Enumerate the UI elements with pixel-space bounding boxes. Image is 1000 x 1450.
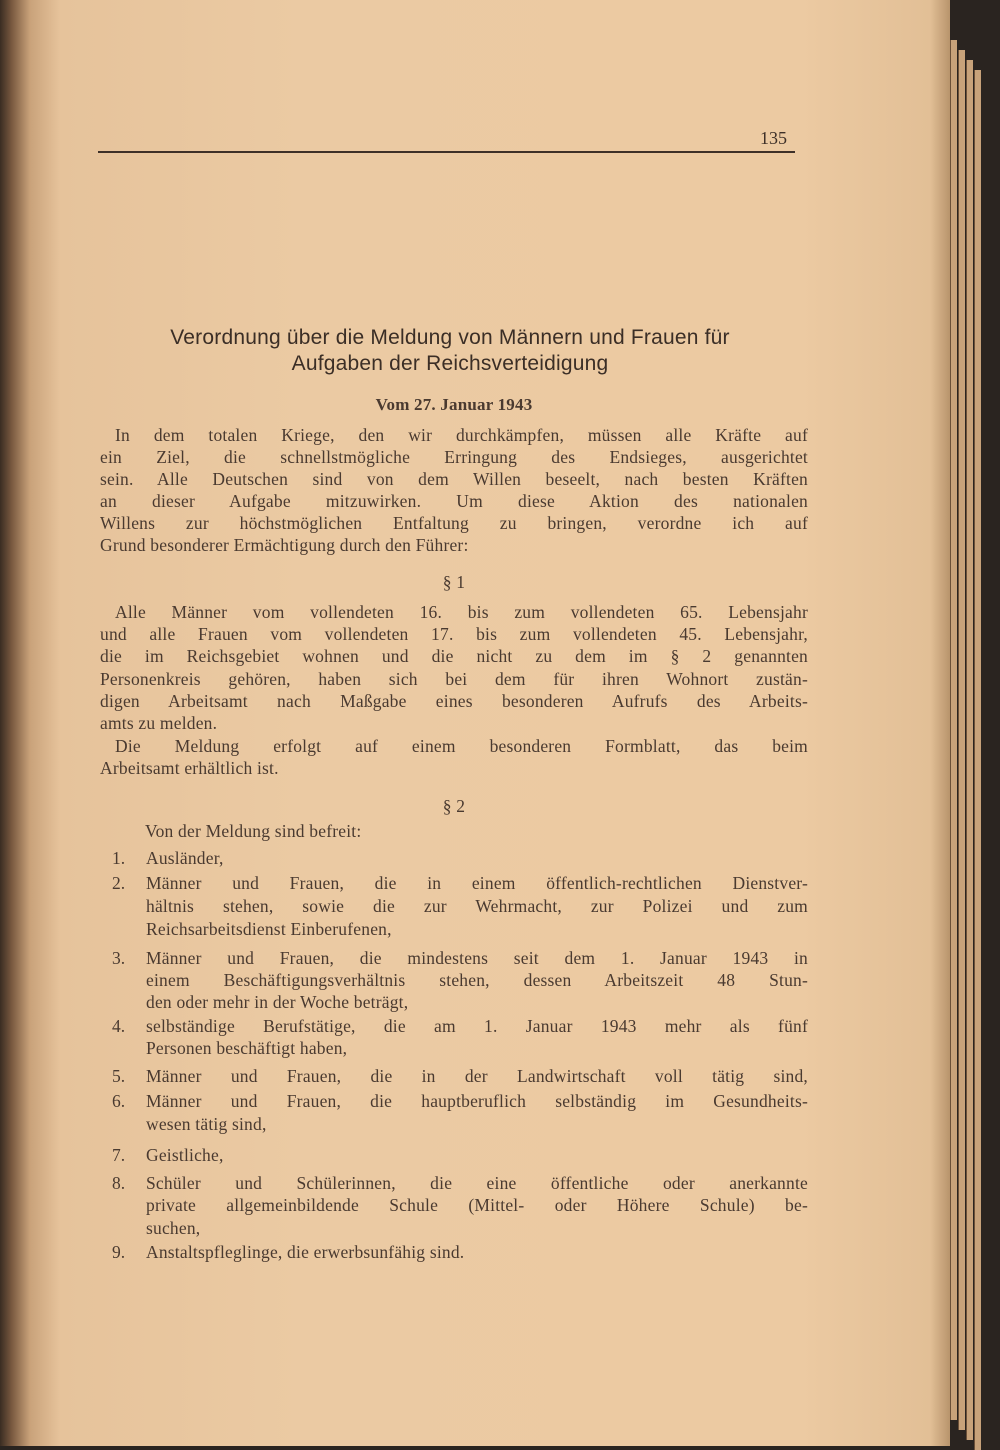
header-rule <box>98 151 795 153</box>
item-line: Geistliche, <box>146 1145 224 1165</box>
preamble-line: Willens zur höchstmöglichen Entfaltung zu bringen, verordne ich auf <box>100 513 808 533</box>
section-2-heading: § 2 <box>442 796 466 816</box>
item-line: wesen tätig sind, <box>146 1114 267 1134</box>
item-line: Anstaltspfleglinge, die erwerbsunfähig sind. <box>146 1242 465 1262</box>
preamble-line: an dieser Aufgabe mitzuwirken. Um diese Aktion des nationalen <box>100 491 808 511</box>
item-line: Reichsarbeitsdienst Einberufenen, <box>146 919 392 939</box>
s1-line: die im Reichsgebiet wohnen und die nicht zu dem im § 2 genannten <box>100 646 808 666</box>
s1-line: amts zu melden. <box>100 713 218 733</box>
item-number: 9. <box>112 1242 126 1262</box>
page-edge-stack <box>974 70 981 1450</box>
item-number: 7. <box>112 1145 126 1165</box>
item-line: Ausländer, <box>146 848 224 868</box>
item-number: 6. <box>112 1091 126 1111</box>
s1-line: Arbeitsamt erhältlich ist. <box>100 758 279 778</box>
item-line: Männer und Frauen, die in der Landwirtschaft voll tätig sind, <box>146 1066 808 1086</box>
item-number: 4. <box>112 1016 126 1036</box>
item-line: Männer und Frauen, die mindestens seit dem 1. Januar 1943 in <box>146 948 808 968</box>
item-line: hältnis stehen, sowie die zur Wehrmacht, zur Polizei und zum <box>146 896 808 916</box>
item-line: Personen beschäftigt haben, <box>146 1038 348 1058</box>
s1-line: Die Meldung erfolgt auf einem besonderen Formblatt, das beim <box>115 736 808 756</box>
s1-line: Personenkreis gehören, haben sich bei dem für ihren Wohnort zustän- <box>100 669 808 689</box>
item-line: den oder mehr in der Woche beträgt, <box>146 992 409 1012</box>
page-number: 135 <box>760 128 787 148</box>
section-1-heading: § 1 <box>442 572 466 592</box>
s1-line: Alle Männer vom vollendeten 16. bis zum vollendeten 65. Lebensjahr <box>115 602 808 622</box>
item-number: 5. <box>112 1066 126 1086</box>
s1-line: digen Arbeitsamt nach Maßgabe eines besonderen Aufrufs des Arbeits- <box>100 691 808 711</box>
item-line: Männer und Frauen, die in einem öffentlich-rechtlichen Dienstver- <box>146 873 808 893</box>
title-line-1: Verordnung über die Meldung von Männern und Frauen für <box>170 326 730 349</box>
item-number: 2. <box>112 873 126 893</box>
item-line: einem Beschäftigungsverhältnis stehen, dessen Arbeitszeit 48 Stun- <box>146 970 808 990</box>
date: Vom 27. Januar 1943 <box>375 395 533 414</box>
preamble-line: sein. Alle Deutschen sind von dem Willen beseelt, nach besten Kräften <box>100 469 808 489</box>
item-number: 3. <box>112 948 126 968</box>
item-line: suchen, <box>146 1218 201 1238</box>
preamble-line: Grund besonderer Ermächtigung durch den Führer: <box>100 535 469 555</box>
item-line: Männer und Frauen, die hauptberuflich selbständig im Gesundheits- <box>146 1091 808 1111</box>
preamble-line: ein Ziel, die schnellstmögliche Erringung des Endsieges, ausgerichtet <box>100 447 808 467</box>
page-edge-stack <box>950 40 957 1420</box>
s1-line: und alle Frauen vom vollendeten 17. bis zum vollendeten 45. Lebensjahr, <box>100 624 808 644</box>
s2-intro: Von der Meldung sind befreit: <box>145 821 362 841</box>
page-edge-stack <box>958 50 965 1430</box>
page-edge-stack <box>966 60 973 1440</box>
title-line-2: Aufgaben der Reichsverteidigung <box>291 352 609 375</box>
preamble-line: In dem totalen Kriege, den wir durchkämpfen, müssen alle Kräfte auf <box>115 425 808 445</box>
item-line: Schüler und Schülerinnen, die eine öffentliche oder anerkannte <box>146 1173 808 1193</box>
item-number: 1. <box>112 848 126 868</box>
item-number: 8. <box>112 1173 126 1193</box>
item-line: selbständige Berufstätige, die am 1. Januar 1943 mehr als fünf <box>146 1016 808 1036</box>
item-line: private allgemeinbildende Schule (Mittel- oder Höhere Schule) be- <box>146 1195 808 1215</box>
